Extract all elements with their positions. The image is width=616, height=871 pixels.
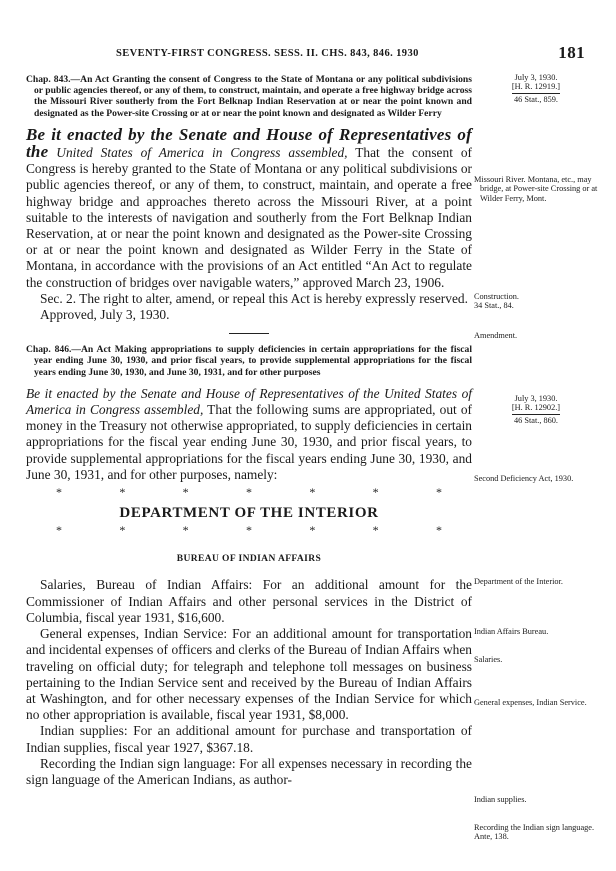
omission-stars-2: * * * * * * *	[56, 523, 442, 538]
para-sign-language: Recording the Indian sign language: For all expenses necessary in recording the sign language of the American Indians, as author-	[26, 755, 472, 787]
margin-missouri-river: Missouri River. Montana, etc., may bridge, at Power-site Crossing or at Wilder Ferry, Mont.	[474, 175, 598, 203]
bureau-heading: BUREAU OF INDIAN AFFAIRS	[176, 554, 322, 565]
enacting-clause: Be it enacted by the Senate and House of Representatives of the United States of America in Congress assembled,	[26, 385, 472, 418]
para-general-expenses: General expenses, Indian Service: For an additional amount for transportation and incidental expenses of officers and clerks of the Bureau of Indian Affairs when traveling on official duty; for telegraph and telephone toll messages on business pertaining to the Indian Service sent and received by the Bureau of Indian Affairs at Washington, and for other necessary expenses of the Indian Service for which no other appropriation is available, fiscal year 1931, $8,000.	[26, 626, 472, 723]
department-heading: DEPARTMENT OF THE INTERIOR	[119, 505, 379, 522]
chapter-846-enacting	[26, 386, 472, 483]
margin-indian-supplies: Indian supplies.	[474, 795, 527, 804]
para-indian-supplies: Indian supplies: For an additional amount for purchase and transportation of Indian supplies, fiscal year 1927, $367.18.	[26, 723, 472, 755]
approved-line: Approved, July 3, 1930.	[40, 307, 170, 323]
margin-deficiency-act: Second Deficiency Act, 1930.	[474, 474, 574, 483]
section-2: Sec. 2. The right to alter, amend, or repeal this Act is hereby expressly reserved.	[40, 290, 468, 306]
enacting-clause-cont: United States of America in Congress assembled,	[56, 145, 348, 161]
running-head: SEVENTY-FIRST CONGRESS. SESS. II. CHS. 843, 846. 1930	[116, 48, 419, 59]
margin-bureau: Indian Affairs Bureau.	[474, 627, 549, 636]
omission-stars: * * * * * * *	[56, 485, 442, 500]
chapter-843-enacting	[26, 124, 473, 291]
margin-general-expenses: General expenses, Indian Service.	[474, 698, 587, 707]
margin-department: Department of the Interior.	[474, 577, 563, 586]
section-divider	[229, 333, 269, 334]
chapter-843-title: Chap. 843.—An Act Granting the consent of Congress to the State of Montana or any political subdivisions or public agencies thereof, or any of them, to construct, maintain, and operate a free highway bridge across the Missouri River southerly from the Fort Belknap Indian Reservation at or near the point known and designated as the Power-site Crossing or at or near the point known and designated as Wilder Ferry	[26, 74, 472, 119]
page-number: 181	[558, 43, 585, 62]
chapter-843-body: That the consent of Congress is hereby granted to the State of Montana or any political subdivisions or public agencies thereof, or any of them, to construct, maintain, and operate a free highway bridge and approaches thereto across the Missouri River, at a point suitable to the interests of navigation and southerly from the Fort Belknap Indian Reservation, at or near the point known and designated as the Power-site Crossing or at or near the point known and designated as Wilder Ferry in the State of Montana, in accordance with the provisions of an Act entitled “An Act to regulate the construction of bridges over navigable waters,” approved March 23, 1906.	[26, 145, 473, 290]
margin-construction: Construction. 34 Stat., 84.	[474, 292, 519, 311]
margin-amendment: Amendment.	[474, 331, 518, 340]
enacting-clause-lead: Be it enacted by the Senate and House of Representatives of the	[26, 124, 472, 162]
margin-846-citation: July 3, 1930. [H. R. 12902.] 46 Stat., 860.	[511, 394, 561, 425]
margin-salaries: Salaries.	[474, 655, 503, 664]
running-header	[30, 44, 585, 64]
para-salaries: Salaries, Bureau of Indian Affairs: For an additional amount for the Commissioner of Indian Affairs and other personal services in the District of Columbia, fiscal year 1931, $16,600.	[26, 577, 472, 625]
chapter-846-title: Chap. 846.—An Act Making appropriations to supply deficiencies in certain appropriations for the fiscal year ending June 30, 1930, and prior fiscal years, to provide supplemental appropriations for the fiscal years ending June 30, 1930, and June 30, 1931, and for other purposes	[26, 344, 472, 378]
margin-843-citation: July 3, 1930. [H. R. 12919.] 46 Stat., 859.	[511, 73, 561, 104]
main-column	[26, 74, 472, 788]
chapter-846-body: That the following sums are appropriated, out of money in the Treasury not otherwise appropriated, to supply deficiencies in certain appropriations for the fiscal year ending June 30, 1930, and prior fiscal years, to provide supplemental appropriations for the fiscal years ending June 30, 1930, and June 30, 1931, and for other purposes, namely:	[26, 402, 472, 482]
margin-sign-language: Recording the Indian sign language. Ante, 138.	[474, 823, 595, 842]
